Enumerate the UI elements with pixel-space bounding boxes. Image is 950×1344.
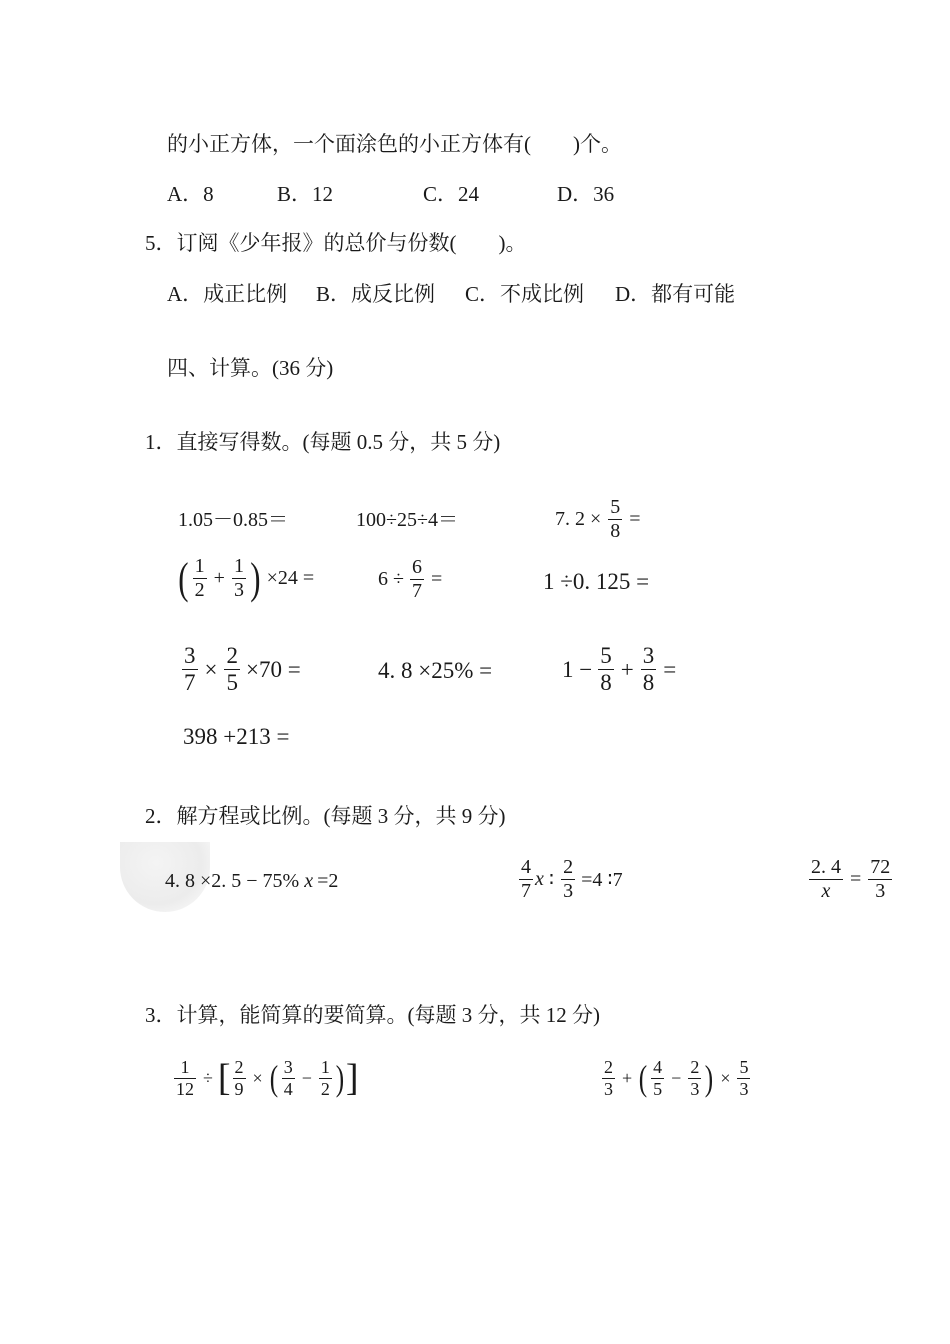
plus-symbol: + [213, 567, 225, 589]
left-paren: ( [178, 553, 189, 603]
fraction [224, 644, 240, 695]
expr-8: 4. 8 ×25% = [378, 658, 493, 683]
denominator: 7 [411, 580, 422, 602]
denominator: x [821, 880, 831, 902]
fraction [641, 644, 657, 695]
numerator: 2. 4 [811, 856, 841, 878]
minus-symbol: − [671, 1067, 682, 1088]
equals-symbol: = [663, 656, 677, 682]
q4-option-c: C．24 [423, 182, 480, 206]
denominator: 3 [233, 579, 244, 601]
divide-symbol: ÷ [203, 1067, 213, 1088]
numerator: 2 [690, 1057, 700, 1077]
minus-symbol: − [301, 1067, 312, 1088]
expr-5 [378, 557, 447, 602]
numerator: 72 [870, 856, 891, 878]
fraction [737, 1058, 750, 1099]
denominator: 3 [604, 1078, 613, 1099]
denominator: 5 [226, 670, 238, 696]
equation-1-left: 4. 8 ×2. 5 − 75% [165, 870, 300, 892]
equals-symbol: = [430, 568, 443, 590]
numerator: 6 [411, 556, 422, 578]
q5-option-a: A．成正比例 [167, 282, 288, 306]
q5-option-b: B．成反比例 [316, 282, 436, 306]
numerator: 5 [739, 1057, 749, 1077]
fraction [233, 1058, 246, 1099]
part1-title: 1．直接写得数。(每题 0.5 分，共 5 分) [145, 430, 501, 454]
fraction [868, 857, 892, 902]
numerator: 3 [283, 1057, 293, 1077]
ratio-colon: ∶ [548, 869, 555, 891]
numerator: 4 [521, 856, 531, 878]
expression-1 [172, 1058, 359, 1099]
q5-option-d: D．都有可能 [615, 282, 736, 306]
right-paren: ) [335, 1058, 345, 1099]
plus-symbol: + [620, 656, 634, 682]
fraction [608, 497, 622, 542]
denominator: 4 [283, 1078, 293, 1099]
left-paren: ( [269, 1058, 278, 1099]
section-title: 四、计算。(36 分) [167, 356, 334, 380]
right-bracket: ] [345, 1057, 359, 1100]
numerator: 2 [563, 856, 574, 878]
expr-4-tail: ×24 = [266, 567, 315, 589]
times-symbol: × [720, 1067, 731, 1088]
fraction [651, 1058, 664, 1099]
denominator: 7 [184, 670, 196, 696]
numerator: 3 [184, 643, 196, 668]
fraction [561, 857, 575, 902]
plus-symbol: + [622, 1067, 633, 1088]
denominator: 3 [739, 1078, 749, 1099]
numerator: 5 [610, 496, 621, 518]
equation-2 [517, 857, 623, 902]
fraction [193, 556, 207, 601]
denominator: 8 [610, 520, 621, 542]
fraction [282, 1058, 295, 1099]
expr-7 [180, 644, 301, 695]
q4-option-a: A．8 [167, 182, 214, 206]
equation-3 [807, 857, 894, 902]
fraction [598, 644, 614, 695]
expr-6: 1 ÷0. 125 = [543, 569, 650, 594]
expr-4 [176, 553, 315, 603]
q4-text: 的小正方体，一个面涂色的小正方体有( )个。 [167, 132, 622, 156]
equation-1 [165, 870, 338, 893]
q4-option-b: B．12 [277, 182, 334, 206]
expr-5-a: 6 ÷ [378, 568, 404, 590]
denominator: 5 [653, 1078, 663, 1099]
equals-symbol: = [629, 508, 641, 530]
denominator: 8 [642, 670, 655, 696]
denominator: 9 [234, 1078, 244, 1099]
q5-text: 5．订阅《少年报》的总价与份数( )。 [145, 231, 527, 255]
expr-9-a: 1 − [562, 656, 593, 682]
times-symbol: × [204, 656, 218, 682]
expr-9 [562, 644, 681, 695]
denominator: 8 [600, 670, 612, 696]
denominator: 2 [320, 1078, 330, 1099]
denominator: 7 [521, 880, 531, 902]
denominator: 2 [194, 579, 205, 601]
right-paren: ) [250, 553, 261, 603]
variable-x: x [304, 870, 314, 892]
variable-x: x [535, 868, 544, 890]
numerator: 1 [320, 1057, 330, 1077]
fraction [519, 857, 533, 902]
equation-1-right: =2 [317, 870, 339, 892]
part2-title: 2．解方程或比例。(每题 3 分，共 9 分) [145, 804, 506, 828]
numerator: 3 [642, 643, 655, 668]
denominator: 3 [875, 880, 886, 902]
numerator: 1 [180, 1057, 190, 1077]
expression-2 [600, 1058, 752, 1099]
fraction [688, 1058, 701, 1099]
expr-1: 1.05－0.85＝ [178, 509, 288, 531]
expr-3-a: 7. 2 [555, 508, 585, 530]
right-paren: ) [705, 1058, 714, 1099]
part3-title: 3．计算，能简算的要简算。(每题 3 分，共 12 分) [145, 1003, 600, 1027]
left-bracket: [ [217, 1057, 231, 1100]
equals-symbol: = [850, 868, 862, 890]
equation-2-tail: =4 ∶7 [581, 869, 623, 891]
fraction [319, 1058, 332, 1099]
numerator: 4 [653, 1057, 663, 1077]
fraction [809, 857, 843, 902]
numerator: 2 [226, 643, 238, 668]
expr-2: 100÷25÷4＝ [356, 509, 458, 531]
denominator: 3 [563, 880, 574, 902]
numerator: 2 [604, 1057, 613, 1077]
fraction [182, 644, 198, 695]
times-symbol: × [590, 508, 602, 530]
fraction [410, 557, 424, 602]
left-paren: ( [638, 1058, 648, 1099]
expr-7-tail: ×70 = [245, 656, 301, 682]
times-symbol: × [252, 1067, 263, 1088]
fraction [602, 1058, 615, 1099]
numerator: 1 [194, 555, 205, 577]
q4-option-d: D．36 [557, 182, 615, 206]
numerator: 1 [233, 555, 244, 577]
numerator: 2 [234, 1057, 244, 1077]
expr-3 [555, 497, 646, 542]
expr-10: 398 +213 = [183, 724, 290, 749]
denominator: 3 [690, 1078, 700, 1099]
fraction [232, 556, 246, 601]
denominator: 12 [176, 1078, 194, 1099]
numerator: 5 [600, 643, 612, 668]
q5-option-c: C．不成比例 [465, 282, 585, 306]
fraction [174, 1058, 196, 1099]
